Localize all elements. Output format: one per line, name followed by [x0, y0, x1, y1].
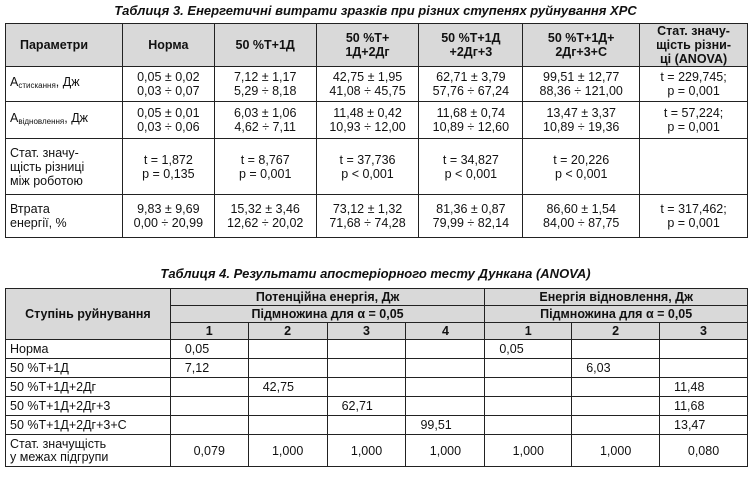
cell — [572, 378, 660, 397]
cell — [327, 378, 406, 397]
cell — [485, 397, 572, 416]
header-stage-4: 50 %Т+1Д+ 2Дг+3+С — [523, 24, 640, 67]
cell: 13,47 ± 3,37 10,89 ÷ 19,36 — [523, 102, 640, 139]
cell — [406, 378, 485, 397]
row-label-recovery — [6, 102, 123, 139]
cell: 0,05 ± 0,01 0,03 ÷ 0,06 — [122, 102, 214, 139]
cell — [572, 416, 660, 435]
cell — [406, 359, 485, 378]
row-label: 50 %Т+1Д — [6, 359, 171, 378]
cell — [170, 378, 248, 397]
header-subset-recovery: Підмножина для α = 0,05 — [485, 306, 748, 323]
row-label-energy-loss: Втрата енергії, % — [6, 195, 123, 238]
cell — [327, 340, 406, 359]
table-row — [6, 397, 748, 416]
table-row — [6, 102, 748, 139]
cell: 1,000 — [327, 435, 406, 467]
row-label: 50 %Т+1Д+2Дг+3 — [6, 397, 171, 416]
cell: 0,079 — [170, 435, 248, 467]
cell: 0,080 — [660, 435, 748, 467]
cell: 42,75 ± 1,95 41,08 ÷ 45,75 — [316, 67, 419, 102]
row-label: Стат. значущість у межах підгрупи — [6, 435, 171, 467]
cell — [406, 340, 485, 359]
cell: t = 57,224; p = 0,001 — [640, 102, 748, 139]
subset-number: 1 — [170, 323, 248, 340]
row-label: 50 %Т+1Д+2Дг+3+С — [6, 416, 171, 435]
cell: 62,71 — [327, 397, 406, 416]
cell — [248, 416, 327, 435]
header-stage-1: 50 %Т+1Д — [214, 24, 316, 67]
cell: t = 1,872 p = 0,135 — [122, 139, 214, 195]
table-row — [6, 195, 748, 238]
cell: t = 8,767 p = 0,001 — [214, 139, 316, 195]
cell: t = 34,827 p < 0,001 — [419, 139, 523, 195]
table-row-significance — [6, 435, 748, 467]
cell — [640, 139, 748, 195]
cell — [248, 340, 327, 359]
subset-number: 3 — [327, 323, 406, 340]
cell — [327, 359, 406, 378]
cell — [485, 378, 572, 397]
label-main: А — [10, 111, 19, 125]
subset-number: 3 — [660, 323, 748, 340]
table-row — [6, 340, 748, 359]
cell: 1,000 — [248, 435, 327, 467]
label-sub: відновлення — [18, 117, 65, 126]
subset-number: 4 — [406, 323, 485, 340]
subset-number: 2 — [248, 323, 327, 340]
table-energy-costs — [5, 23, 748, 238]
row-label: Норма — [6, 340, 171, 359]
cell: 11,68 ± 0,74 10,89 ÷ 12,60 — [419, 102, 523, 139]
row-label-compression — [6, 67, 123, 102]
cell — [327, 416, 406, 435]
cell — [572, 340, 660, 359]
cell: 99,51 ± 12,77 88,36 ÷ 121,00 — [523, 67, 640, 102]
header-stage: Ступінь руйнування — [6, 289, 171, 340]
cell: 6,03 — [572, 359, 660, 378]
cell — [485, 416, 572, 435]
cell: 7,12 — [170, 359, 248, 378]
cell: 99,51 — [406, 416, 485, 435]
cell: 42,75 — [248, 378, 327, 397]
cell: 15,32 ± 3,46 12,62 ÷ 20,02 — [214, 195, 316, 238]
table-row — [6, 416, 748, 435]
cell: 9,83 ± 9,69 0,00 ÷ 20,99 — [122, 195, 214, 238]
label-main: А — [10, 75, 19, 89]
cell — [572, 397, 660, 416]
cell: 81,36 ± 0,87 79,99 ÷ 82,14 — [419, 195, 523, 238]
header-stage-2: 50 %Т+ 1Д+2Дг — [316, 24, 419, 67]
cell: t = 37,736 p < 0,001 — [316, 139, 419, 195]
cell: 0,05 ± 0,02 0,03 ÷ 0,07 — [122, 67, 214, 102]
subset-number: 1 — [485, 323, 572, 340]
cell: 1,000 — [572, 435, 660, 467]
cell — [660, 359, 748, 378]
table-row — [6, 359, 748, 378]
table-row — [6, 378, 748, 397]
cell — [170, 416, 248, 435]
label-sub: стискання — [18, 81, 56, 90]
cell: 62,71 ± 3,79 57,76 ÷ 67,24 — [419, 67, 523, 102]
cell: 11,48 ± 0,42 10,93 ÷ 12,00 — [316, 102, 419, 139]
label-suffix: , Дж — [55, 75, 80, 89]
table4-group-header — [6, 289, 748, 306]
cell: 0,05 — [485, 340, 572, 359]
cell: 86,60 ± 1,54 84,00 ÷ 87,75 — [523, 195, 640, 238]
table-duncan-test — [5, 288, 748, 467]
header-parameters: Параметри — [6, 24, 123, 67]
header-potential-energy: Потенційна енергія, Дж — [170, 289, 485, 306]
cell — [248, 359, 327, 378]
cell: 6,03 ± 1,06 4,62 ÷ 7,11 — [214, 102, 316, 139]
cell: t = 20,226 p < 0,001 — [523, 139, 640, 195]
cell: 0,05 — [170, 340, 248, 359]
row-label-significance: Стат. значу- щість різниці між роботою — [6, 139, 123, 195]
subset-number: 2 — [572, 323, 660, 340]
cell — [406, 397, 485, 416]
header-anova: Стат. значу- щість різни- ці (ANOVA) — [640, 24, 748, 67]
cell: t = 317,462; p = 0,001 — [640, 195, 748, 238]
cell: 11,48 — [660, 378, 748, 397]
cell: 11,68 — [660, 397, 748, 416]
table3-header-row — [6, 24, 748, 67]
cell: t = 229,745; p = 0,001 — [640, 67, 748, 102]
table-row — [6, 67, 748, 102]
cell — [170, 397, 248, 416]
cell: 1,000 — [485, 435, 572, 467]
cell — [660, 340, 748, 359]
table4-caption: Таблиця 4. Результати апостеріорного тесту Дункана (ANOVA) — [160, 266, 591, 281]
cell: 13,47 — [660, 416, 748, 435]
table3-caption: Таблиця 3. Енергетичні витрати зразків при різних ступенях руйнування ХРС — [114, 3, 637, 18]
header-norm: Норма — [122, 24, 214, 67]
header-stage-3: 50 %Т+1Д +2Дг+3 — [419, 24, 523, 67]
cell: 7,12 ± 1,17 5,29 ÷ 8,18 — [214, 67, 316, 102]
label-suffix: , Дж — [64, 111, 89, 125]
header-subset-potential: Підмножина для α = 0,05 — [170, 306, 485, 323]
cell: 1,000 — [406, 435, 485, 467]
cell — [248, 397, 327, 416]
table-row — [6, 139, 748, 195]
cell: 73,12 ± 1,32 71,68 ÷ 74,28 — [316, 195, 419, 238]
row-label: 50 %Т+1Д+2Дг — [6, 378, 171, 397]
header-recovery-energy: Енергія відновлення, Дж — [485, 289, 748, 306]
cell — [485, 359, 572, 378]
